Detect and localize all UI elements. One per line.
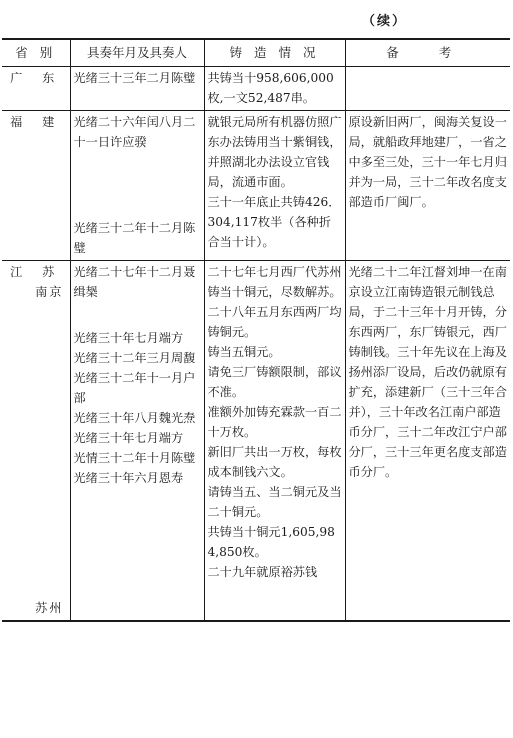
casting-jiangsu-6: 新旧厂共出一万枚，每枚成本制钱六文。 [207, 445, 342, 479]
date-jiangsu-1: 光绪二十七年十二月聂缉椝 [73, 265, 196, 299]
dates-fujian [70, 111, 204, 261]
sub-suzhou: 苏州 [35, 601, 64, 615]
date-jiangsu-2: 光绪三十年七月端方 [73, 331, 184, 345]
col-header-notes: 备 考 [345, 39, 510, 67]
date-jiangsu-8: 光绪三十年六月恩寿 [73, 471, 184, 485]
date-jiangsu-6: 光绪三十年七月端方 [73, 431, 184, 445]
date-jiangsu-5: 光绪三十年八月魏光焘 [73, 411, 196, 425]
casting-jiangsu-4: 请免三厂铸额限制，部议不准。 [207, 365, 342, 399]
casting-jiangsu-5: 准额外加铸充霖款一百二十万枚。 [207, 405, 342, 439]
casting-fujian [204, 111, 345, 261]
casting-jiangsu-1: 二十七年七月西厂代苏州铸当十铜元，尽数解苏。 [207, 265, 342, 299]
notes-jiangsu: 光绪二十二年江督刘坤一在南京设立江南铸造银元制钱总局，于二十三年十月开铸，分东西两厂，东厂铸银元，西厂铸制钱。三十年先议在上海及扬州添厂设局，后改仍就原有扩充，添建新厂（三十三年合并），三十年改名江南户部造币分厂，三十二年改江宁户部分厂，三十三年更名度支部造币分厂。 [345, 261, 510, 622]
row-jiangsu [2, 261, 510, 622]
header-row [2, 39, 510, 67]
province-jiangsu-label: 江 苏 [10, 265, 63, 279]
casting-fujian-2: 三十一年底止共铸426．304,117枚半（各种折合当十计）。 [207, 195, 341, 249]
row-guangdong [2, 67, 510, 111]
casting-guangdong: 共铸当十958,606,000枚,一文52,487串。 [204, 67, 345, 111]
row-fujian [2, 111, 510, 261]
province-guangdong: 广 东 [2, 67, 70, 111]
casting-jiangsu [204, 261, 345, 622]
col-header-province: 省 别 [2, 39, 70, 67]
date-jiangsu-7: 光情三十二年十月陈璧 [73, 451, 196, 465]
date-guangdong: 光绪三十三年二月陈璧 [70, 67, 204, 111]
casting-jiangsu-9: 二十九年就原裕苏钱 [207, 565, 318, 579]
casting-jiangsu-8: 共铸当十铜元1,605,984,850枚。 [207, 525, 335, 559]
casting-jiangsu-3: 铸当五铜元。 [207, 345, 281, 359]
notes-fujian: 原设新旧两厂，闽海关复设一局，就船政拜地建厂，一省之中多至三处，三十一年七月归并为一局，三十二年改名度支部造币厂闽厂。 [345, 111, 510, 261]
province-fujian: 福 建 [2, 111, 70, 261]
date-jiangsu-3: 光绪三十二年三月周馥 [73, 351, 196, 365]
date-fujian-1: 光绪二十六年闰八月二十一日许应骙 [73, 115, 196, 149]
sub-nanjing: 南京 [35, 285, 64, 299]
col-header-casting: 铸 造 情 况 [204, 39, 345, 67]
casting-fujian-1: 就银元局所有机器仿照广东办法铸用当十紫铜钱，并照湖北办法设立官钱局，流通市面。 [207, 115, 342, 189]
casting-jiangsu-7: 请铸当五、当二铜元及当二十铜元。 [207, 485, 342, 519]
province-jiangsu [2, 261, 70, 622]
continued-marker: （续） [362, 14, 408, 29]
coinage-table [2, 38, 510, 622]
date-fujian-2: 光绪三十二年十二月陈璧 [73, 221, 196, 255]
dates-jiangsu [70, 261, 204, 622]
col-header-date: 具奏年月及具奏人 [70, 39, 204, 67]
date-jiangsu-4: 光绪三十二年十一月户部 [73, 371, 196, 405]
notes-guangdong [345, 67, 510, 111]
casting-jiangsu-2: 二十八年五月东西两厂均铸铜元。 [207, 305, 342, 339]
